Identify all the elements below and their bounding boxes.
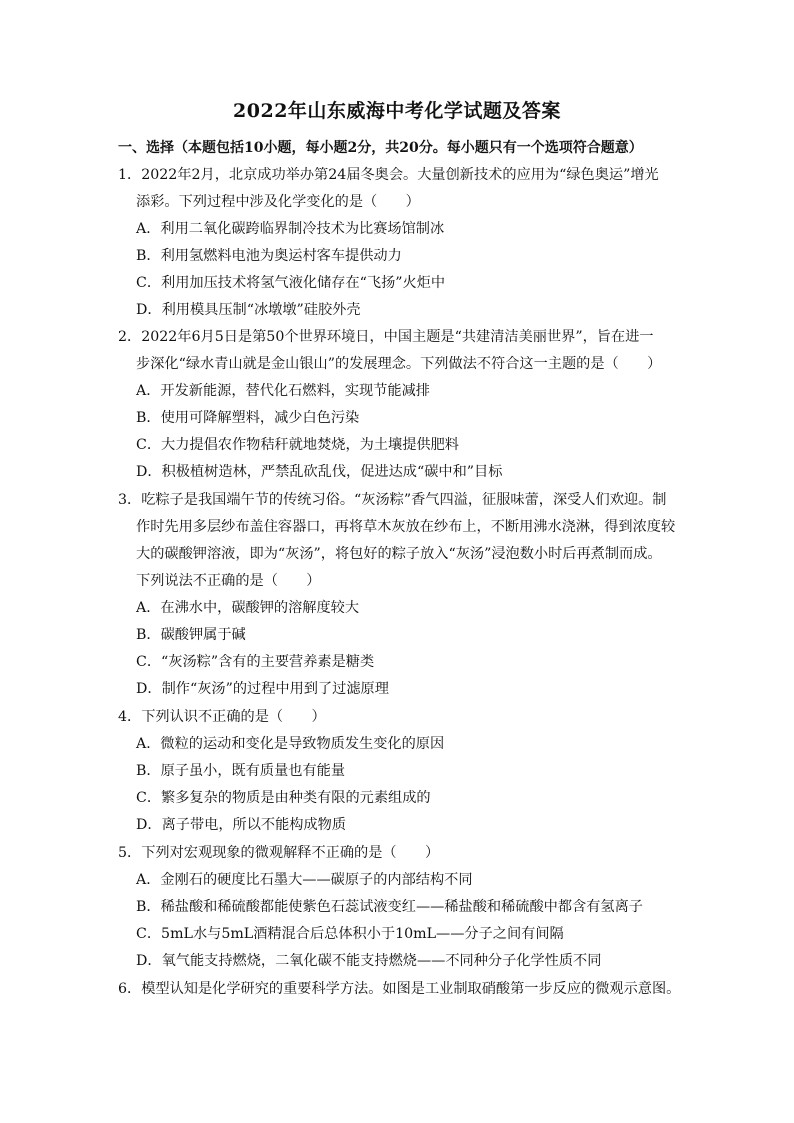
question-3-line-4: 下列说法不正确的是（ ）: [136, 573, 321, 589]
question-2-option-b: B．使用可降解塑料，减少白色污染: [136, 410, 360, 426]
question-2-line-2: 步深化“绿水青山就是金山银山”的发展理念。下列做法不符合这一主题的是（ ）: [136, 356, 662, 372]
question-4-option-d: D．离子带电，所以不能构成物质: [136, 817, 347, 833]
page-title: 2022年山东威海中考化学试题及答案: [233, 100, 561, 122]
question-3-line-2: 作时先用多层纱布盖住容器口，再将草木灰放在纱布上，不断用沸水浇淋，得到浓度较: [136, 519, 676, 535]
question-4-option-c: C．繁多复杂的物质是由种类有限的元素组成的: [136, 790, 431, 806]
question-3-line-3: 大的碳酸钾溶液，即为“灰汤”，将包好的粽子放入“灰汤”浸泡数小时后再煮制而成。: [136, 546, 662, 562]
question-5-line-1: 5．下列对宏观现象的微观解释不正确的是（ ）: [118, 845, 440, 861]
question-4-line-1: 4．下列认识不正确的是（ ）: [118, 709, 326, 725]
question-3-option-c: C．“灰汤粽”含有的主要营养素是糖类: [136, 654, 375, 670]
question-4-option-b: B．原子虽小，既有质量也有能量: [136, 763, 346, 779]
question-4-option-a: A．微粒的运动和变化是导致物质发生变化的原因: [136, 736, 445, 752]
question-1-line-2: 添彩。下列过程中涉及化学变化的是（ ）: [136, 194, 420, 210]
question-2-option-a: A．开发新能源，替代化石燃料，实现节能减排: [136, 383, 430, 399]
question-3-line-1: 3．吃粽子是我国端午节的传统习俗。“灰汤粽”香气四溢，征服味蕾，深受人们欢迎。制: [118, 492, 667, 508]
question-5-option-b: B．稀盐酸和稀硫酸都能使紫色石蕊试液变红——稀盐酸和稀硫酸中都含有氢离子: [136, 899, 643, 915]
question-1-option-d: D．利用模具压制“冰墩墩”硅胶外壳: [136, 302, 361, 318]
question-3-option-b: B．碳酸钾属于碱: [136, 627, 246, 643]
question-6-line-1: 6．模型认知是化学研究的重要科学方法。如图是工业制取硝酸第一步反应的微观示意图。: [118, 981, 681, 997]
question-2-option-c: C．大力提倡农作物秸秆就地焚烧，为土壤提供肥料: [136, 437, 459, 453]
question-2-option-d: D．积极植树造林，严禁乱砍乱伐，促进达成“碳中和”目标: [136, 464, 503, 480]
question-5-option-d: D．氧气能支持燃烧，二氧化碳不能支持燃烧——不同种分子化学性质不同: [136, 953, 602, 969]
question-1-option-a: A．利用二氧化碳跨临界制冷技术为比赛场馆制冰: [136, 221, 445, 237]
question-5-option-a: A．金刚石的硬度比石墨大——碳原子的内部结构不同: [136, 872, 473, 888]
question-1-option-b: B．利用氢燃料电池为奥运村客车提供动力: [136, 248, 402, 264]
question-5-option-c: C．5mL水与5mL酒精混合后总体积小于10mL——分子之间有间隔: [136, 926, 564, 942]
question-3-option-d: D．制作“灰汤”的过程中用到了过滤原理: [136, 681, 389, 697]
question-3-option-a: A．在沸水中，碳酸钾的溶解度较大: [136, 600, 360, 616]
section-heading: 一、选择（本题包括10小题，每小题2分，共20分。每小题只有一个选项符合题意）: [118, 140, 643, 156]
question-1-line-1: 1．2022年2月，北京成功举办第24届冬奥会。大量创新技术的应用为“绿色奥运”增光: [118, 167, 659, 183]
question-2-line-1: 2．2022年6月5日是第50个世界环境日，中国主题是“共建清洁美丽世界”，旨在进一: [118, 329, 654, 345]
question-1-option-c: C．利用加压技术将氢气液化储存在“飞扬”火炬中: [136, 275, 446, 291]
